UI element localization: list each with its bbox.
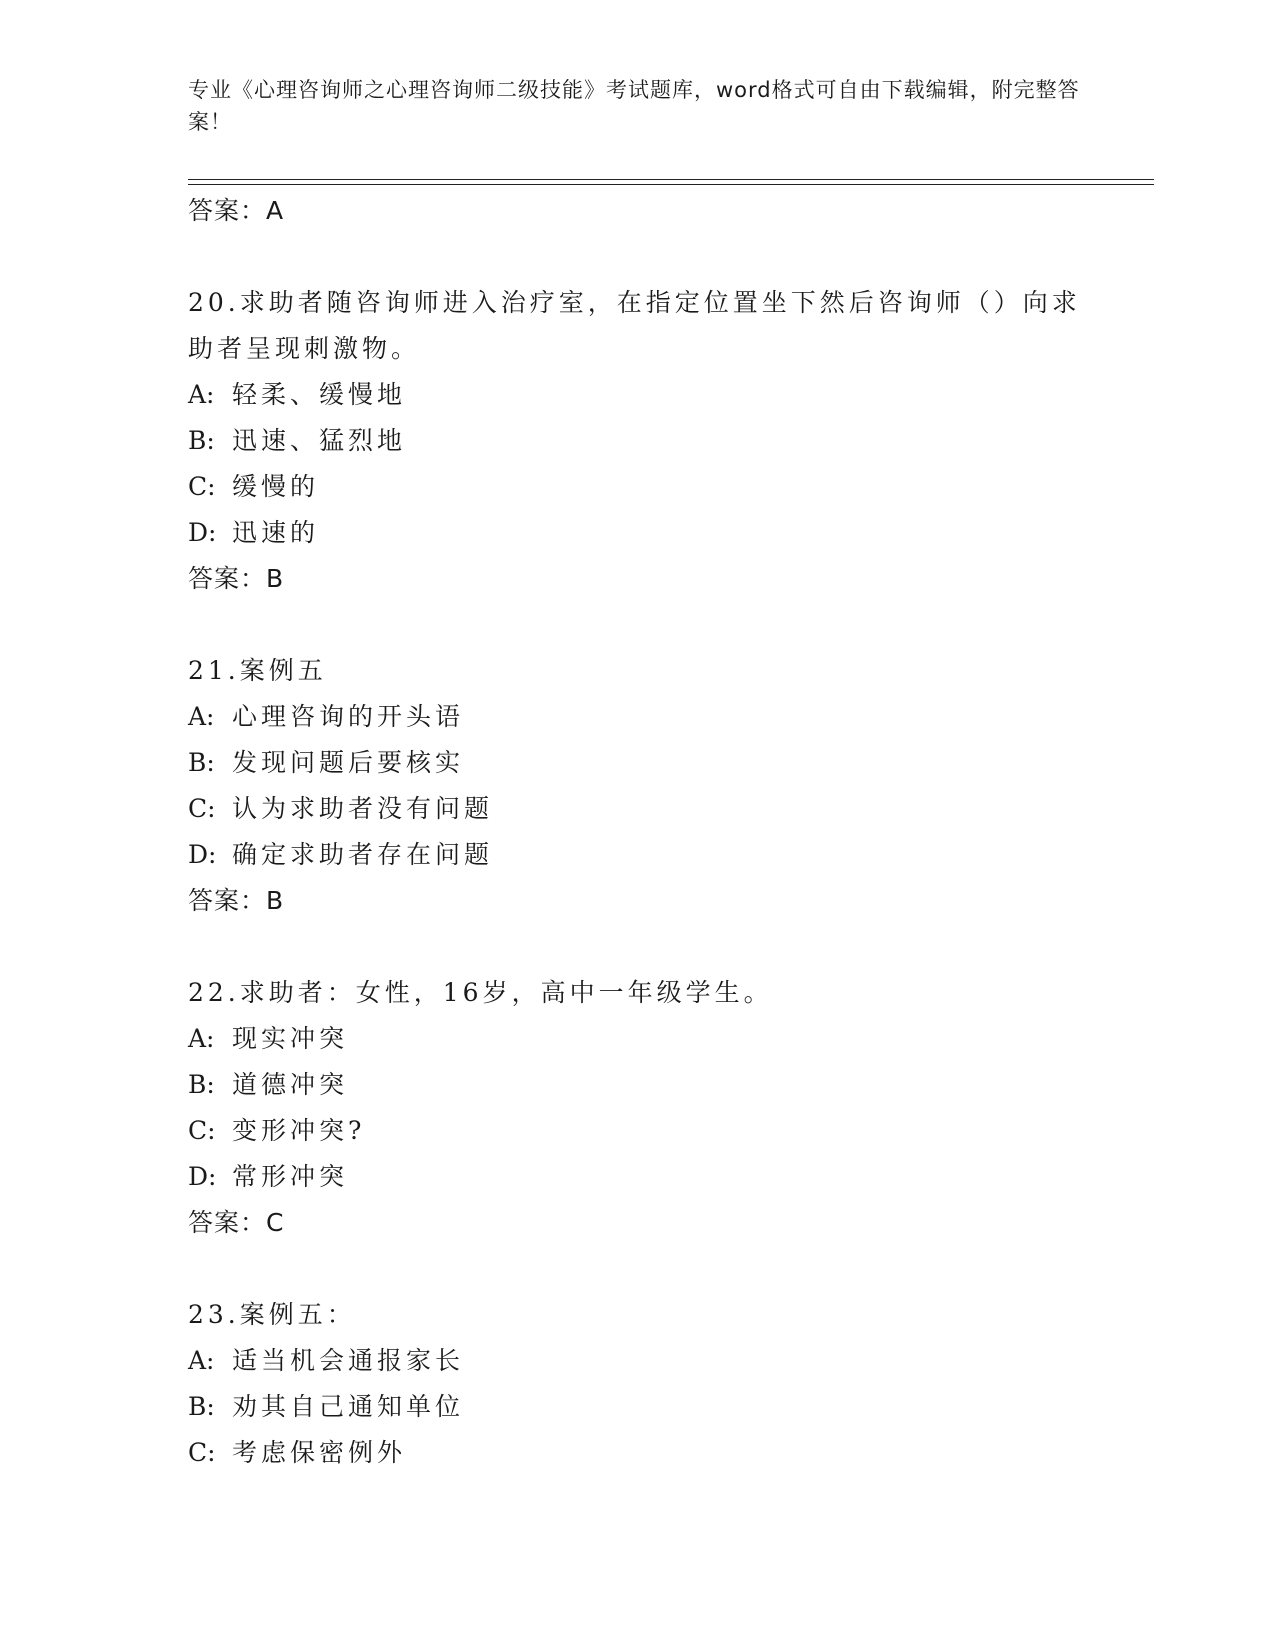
option-text: 迅速、猛烈地 <box>232 426 407 455</box>
answer-value: B <box>266 564 285 593</box>
option-text: 适当机会通报家长 <box>232 1346 465 1375</box>
question-stem <box>188 648 1088 694</box>
option-text: 考虑保密例外 <box>232 1438 407 1467</box>
option-letter: B: <box>188 1392 215 1421</box>
answer-line <box>188 1200 1148 1246</box>
option-d <box>188 510 1148 556</box>
question-23 <box>188 1292 1148 1476</box>
question-text: 案例五： <box>239 1300 356 1329</box>
header-rule-bottom <box>188 184 1154 185</box>
answer-label: 答案： <box>188 1208 267 1237</box>
option-b <box>188 1384 1148 1430</box>
option-text: 轻柔、缓慢地 <box>232 380 407 409</box>
option-letter: C: <box>188 794 216 823</box>
option-letter: A: <box>188 1346 215 1375</box>
page-header <box>188 74 1088 138</box>
option-a <box>188 372 1148 418</box>
option-letter: C: <box>188 472 216 501</box>
option-text: 心理咨询的开头语 <box>232 702 465 731</box>
question-stem <box>188 280 1088 372</box>
question-20 <box>188 280 1148 602</box>
answer-label: 答案： <box>188 886 267 915</box>
option-b <box>188 740 1148 786</box>
option-text: 道德冲突 <box>232 1070 349 1099</box>
option-letter: C: <box>188 1116 216 1145</box>
option-a <box>188 1016 1148 1062</box>
option-b <box>188 1062 1148 1108</box>
answer-value: B <box>266 886 285 915</box>
answer-value: A <box>266 196 285 225</box>
option-text: 现实冲突 <box>232 1024 349 1053</box>
option-letter: B: <box>188 748 215 777</box>
option-letter: A: <box>188 380 215 409</box>
option-text: 发现问题后要核实 <box>232 748 465 777</box>
header-text: 专业《心理咨询师之心理咨询师二级技能》考试题库，word格式可自由下载编辑，附完整答案！ <box>188 78 1080 134</box>
option-letter: D: <box>188 1162 217 1191</box>
option-d <box>188 1154 1148 1200</box>
option-text: 常形冲突 <box>232 1162 349 1191</box>
question-21 <box>188 648 1148 924</box>
question-stem <box>188 1292 1088 1338</box>
question-22 <box>188 970 1148 1246</box>
question-number: 21. <box>188 656 240 685</box>
option-a <box>188 694 1148 740</box>
option-b <box>188 418 1148 464</box>
question-number: 22. <box>188 978 240 1007</box>
option-text: 缓慢的 <box>232 472 320 501</box>
answer-label: 答案： <box>188 196 267 225</box>
option-letter: B: <box>188 1070 215 1099</box>
option-letter: B: <box>188 426 215 455</box>
question-stem <box>188 970 1088 1016</box>
option-c <box>188 1108 1148 1154</box>
question-number: 20. <box>188 288 240 317</box>
question-number: 23. <box>188 1300 240 1329</box>
option-letter: D: <box>188 518 217 547</box>
answer-line <box>188 188 1148 234</box>
question-text: 求助者：女性，16岁，高中一年级学生。 <box>239 978 773 1007</box>
option-d <box>188 832 1148 878</box>
option-c <box>188 786 1148 832</box>
answer-value: C <box>266 1208 285 1237</box>
header-rule-top <box>188 179 1154 180</box>
option-letter: A: <box>188 1024 215 1053</box>
option-c <box>188 1430 1148 1476</box>
option-letter: A: <box>188 702 215 731</box>
option-text: 劝其自己通知单位 <box>232 1392 465 1421</box>
option-a <box>188 1338 1148 1384</box>
option-text: 确定求助者存在问题 <box>232 840 494 869</box>
answer-line <box>188 878 1148 924</box>
document-body <box>188 188 1148 1476</box>
question-text: 案例五 <box>239 656 327 685</box>
option-text: 认为求助者没有问题 <box>232 794 494 823</box>
answer-label: 答案： <box>188 564 267 593</box>
option-letter: D: <box>188 840 217 869</box>
option-c <box>188 464 1148 510</box>
option-letter: C: <box>188 1438 216 1467</box>
answer-line <box>188 556 1148 602</box>
option-text: 变形冲突? <box>232 1116 366 1145</box>
option-text: 迅速的 <box>232 518 320 547</box>
question-text: 求助者随咨询师进入治疗室，在指定位置坐下然后咨询师（）向求助者呈现刺激物。 <box>188 288 1081 363</box>
